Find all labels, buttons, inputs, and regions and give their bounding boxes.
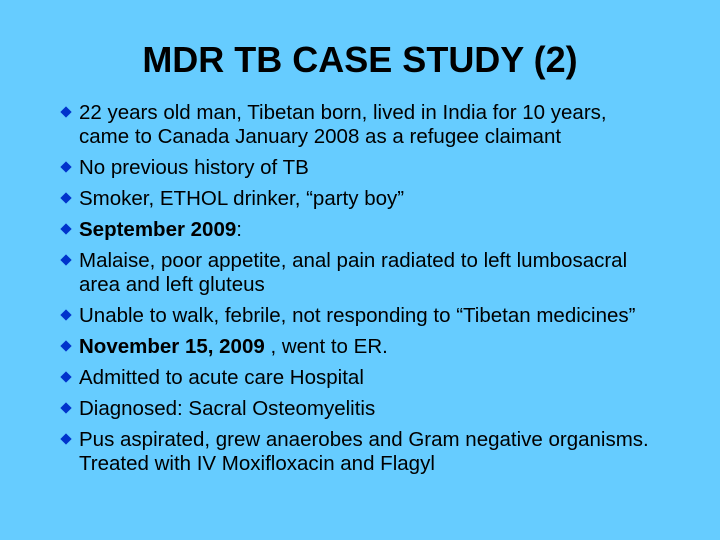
bullet-text: No previous history of TB <box>79 156 309 179</box>
bullet-text: : <box>236 218 242 241</box>
diamond-bullet-icon <box>60 192 71 203</box>
diamond-bullet-icon <box>60 161 71 172</box>
bullet-text: , went to ER. <box>264 335 388 358</box>
bullet-item <box>62 366 662 390</box>
bullet-text: Malaise, poor appetite, anal pain radiated to left lumbosacral area and left gluteus <box>79 249 628 296</box>
bullet-item <box>62 156 662 180</box>
bullet-list <box>62 101 662 483</box>
bullet-bold-text: September 2009 <box>79 218 237 241</box>
bullet-item <box>62 335 662 359</box>
diamond-bullet-icon <box>60 371 71 382</box>
diamond-bullet-icon <box>60 106 71 117</box>
bullet-text: Smoker, ETHOL drinker, “party boy” <box>79 187 405 210</box>
bullet-item <box>62 187 662 211</box>
diamond-bullet-icon <box>60 340 71 351</box>
bullet-item <box>62 397 662 421</box>
bullet-item <box>62 101 662 149</box>
bullet-text: Admitted to acute care Hospital <box>79 366 364 389</box>
diamond-bullet-icon <box>60 223 71 234</box>
bullet-text: 22 years old man, Tibetan born, lived in India for 10 years, came to Canada January 2008 as a refugee claimant <box>79 101 607 148</box>
bullet-item <box>62 218 662 242</box>
diamond-bullet-icon <box>60 402 71 413</box>
bullet-text: Unable to walk, febrile, not responding to “Tibetan medicines” <box>79 304 636 327</box>
bullet-item <box>62 304 662 328</box>
bullet-text: Diagnosed: Sacral Osteomyelitis <box>79 397 376 420</box>
slide-title: MDR TB CASE STUDY (2) <box>142 39 578 80</box>
bullet-item <box>62 428 662 476</box>
bullet-item <box>62 249 662 297</box>
diamond-bullet-icon <box>60 309 71 320</box>
bullet-text: Pus aspirated, grew anaerobes and Gram negative organisms. Treated with IV Moxifloxacin and Flagyl <box>79 428 649 475</box>
diamond-bullet-icon <box>60 254 71 265</box>
diamond-bullet-icon <box>60 433 71 444</box>
bullet-bold-text: November 15, 2009 <box>79 335 265 358</box>
